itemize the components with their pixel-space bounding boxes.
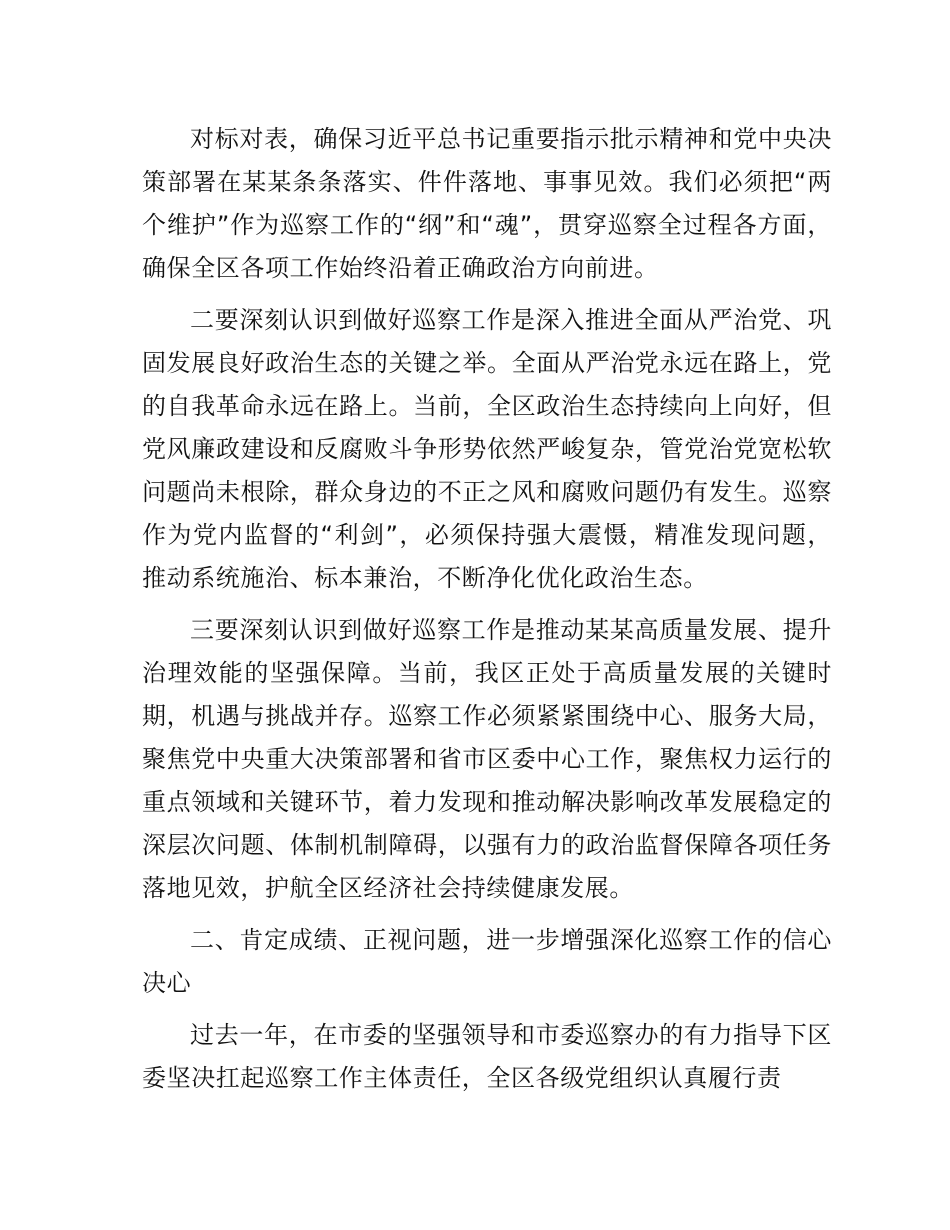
document-body <box>142 118 832 1109</box>
section-heading-two: 二、肯定成绩、正视问题，进一步增强深化巡察工作的信心决心 <box>142 926 832 997</box>
paragraph-second-point: 二要深刻认识到做好巡察工作是深入推进全面从严治党、巩固发展良好政治生态的关键之举。全面从严治党永远在路上，党的自我革命永远在路上。当前，全区政治生态持续向上向好，但党风廉政建设和反腐败斗争形势依然严峻复杂，管党治党宽松软问题尚未根除，群众身边的不正之风和腐败问题仍有发生。巡察作为党内监督的“利剑”，必须保持强大震慑，精准发现问题，推动系统施治、标本兼治，不断净化优化政治生态。 <box>142 306 832 592</box>
paragraph-continued: 对标对表，确保习近平总书记重要指示批示精神和党中央决策部署在某某条条落实、件件落地、事事见效。我们必须把“两个维护”作为巡察工作的“纲”和“魂”，贯穿巡察全过程各方面，确保全区各项工作始终沿着正确政治方向前进。 <box>142 125 832 282</box>
paragraph-third-point: 三要深刻认识到做好巡察工作是推动某某高质量发展、提升治理效能的坚强保障。当前，我区正处于高质量发展的关键时期，机遇与挑战并存。巡察工作必须紧紧围绕中心、服务大局，聚焦党中央重大决策部署和省市区委中心工作，聚焦权力运行的重点领域和关键环节，着力发现和推动解决影响改革发展稳定的深层次问题、体制机制障碍，以强有力的政治监督保障各项任务落地见效，护航全区经济社会持续健康发展。 <box>142 616 832 902</box>
paragraph-past-year: 过去一年，在市委的坚强领导和市委巡察办的有力指导下区委坚决扛起巡察工作主体责任，全区各级党组织认真履行责 <box>142 1021 832 1092</box>
